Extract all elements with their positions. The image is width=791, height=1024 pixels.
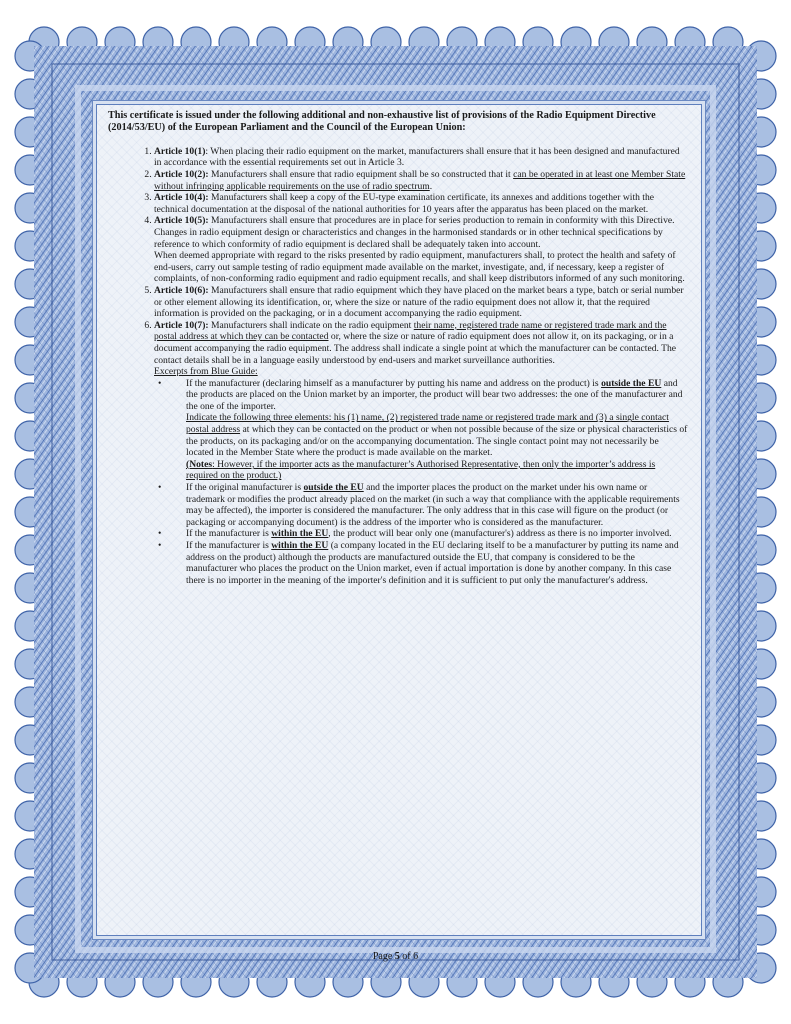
intro-heading: This certificate is issued under the following additional and non-exhaustive list of provisions of the Radio Equipment Directive (2014/53/EU) of the European Parliament and the Council of the European Union: <box>108 110 656 134</box>
list-item: 4. Article 10(5): Manufacturers shall ensure that procedures are in place for series production to remain in conformity with this Directive. Changes in radio equipment design or characteristics and changes in the harmonised standards or in other technical specifications by reference to which conformity of radio equipment is declared shall be adequately taken into account. When deemed appropriate with regard to the risks presented by radio equipment, manufacturers shall, to protect the health and safety of end-users, carry out sample testing of radio equipment made available on the market, investigate, and, if necessary, keep a register of complaints, of non-conforming radio equipment and radio equipment recalls, and shall keep distributors informed of any such monitoring. <box>154 215 688 285</box>
list-item: • If the manufacturer (declaring himself as a manufacturer by putting his name and address on the product) is outside the EU and the products are placed on the Union market by an importer, the product will bear two addresses: the one of the manufacturer and the one of the importer. Indicate the following three elements: his (1) name, (2) registered trade name or registered trade mark and (3) a single contact postal address at which they can be contacted on the product or when not possible because of the size or physical characteristics of the products, on its packaging and/or on the accompanying documentation. The single contact point may not necessarily be located in the Member State where the product is made available on the market. (Notes: However, if the importer acts as the manufacturer’s Authorised Representative, then only the importer’s address is required on the product.) <box>158 377 688 482</box>
list-item: 2. Article 10(2): Manufacturers shall ensure that radio equipment shall be so constructed that it can be operated in at least one Member State without infringing applicable requirements on the use of radio spectrum. <box>154 169 688 192</box>
list-item: 5. Article 10(6): Manufacturers shall ensure that radio equipment which they have placed on the market bears a type, batch or serial number or other element allowing its identification, or, where the size or nature of the radio equipment does not allow it, that the required information is provided on the packaging, or in a document accompanying the radio equipment. <box>154 285 688 320</box>
article-list <box>108 146 688 587</box>
list-item: 6. Article 10(7): Manufacturers shall indicate on the radio equipment their name, registered trade name or registered trade mark and the postal address at which they can be contacted or, where the size or nature of radio equipment does not allow it, on its packaging, or in a document accompanying the radio equipment. The address shall indicate a single point at which the manufacturer can be contacted. The contact details shall be in a language easily understood by end-users and market surveillance authorities. Excerpts from Blue Guide: • If the manufacturer (declaring himself as a manufacturer by putting his name and address on the product) is outside the EU and the products are placed on the Union market by an importer, the product will bear two addresses: the one of the manufacturer and the one of the importer. Indicate the following three elements: his (1) name, (2) registered trade name or registered trade mark and (3) a single contact postal address at which they can be contacted on the product or when not possible because of the size or physical characteristics of the products, on its packaging and/or on the accompanying documentation. The single contact point may not necessarily be located in the Member State where the product is made available on the market. (Notes: However, if the importer acts as the manufacturer’s Authorised Representative, then only the importer’s address is required on the product.) • If the original manufacturer is outside the EU and the importer places the product on the market under his own name or trademark or modifies the product already placed on the market (in such a way that compliance with the applicable requirements may be affected), the importer is considered the manufacturer. The only address that in this case will figure on the product (or packaging or accompanying document) is the address of the importer who is considered as the manufacturer. • If the manufacturer is within the EU, the product will bear only one (manufacturer's) address as there is no importer involved. • If the manufacturer is within the EU (a company located in the EU declaring itself to be a manufacturer by putting its name and address on the product) although the products are manufactured outside the EU, that company is considered to be the manufacturer who places the product on the Union market, even if actual importation is done by another company. In this case there is no importer in the meaning of the importer's definition and it is sufficient to put only the manufacturer's address. <box>154 320 688 587</box>
list-item: • If the manufacturer is within the EU (a company located in the EU declaring itself to be a manufacturer by putting its name and address on the product) although the products are manufactured outside the EU, that company is considered to be the manufacturer who places the product on the Union market, even if actual importation is done by another company. In this case there is no importer in the meaning of the importer's definition and it is sufficient to put only the manufacturer's address. <box>158 540 679 586</box>
list-item: 1. Article 10(1): When placing their radio equipment on the market, manufacturers shall ensure that it has been designed and manufactured in accordance with the essential requirements set out in Article 3. <box>154 146 688 169</box>
excerpt-list <box>154 378 688 587</box>
certificate-body <box>108 110 688 900</box>
bullet-icon: • <box>158 482 162 494</box>
list-item: • If the original manufacturer is outside the EU and the importer places the product on the market under his own name or trademark or modifies the product already placed on the market (in such a way that compliance with the applicable requirements may be affected), the importer is considered the manufacturer. The only address that in this case will figure on the product (or packaging or accompanying document) is the address of the importer who is considered as the manufacturer. <box>158 482 680 528</box>
article-continuation: When deemed appropriate with regard to the risks presented by radio equipment, manufacturers shall, to protect the health and safety of end-users, carry out sample testing of radio equipment made available on the market, investigate, and, if necessary, keep a register of complaints, of non-conforming radio equipment and radio equipment recalls, and shall keep distributors informed of any such monitoring. <box>154 250 685 285</box>
list-item: • If the manufacturer is within the EU, the product will bear only one (manufacturer's) address as there is no importer involved. <box>158 528 672 540</box>
bullet-icon: • <box>158 540 162 551</box>
list-item: 3. Article 10(4): Manufacturers shall keep a copy of the EU-type examination certificate, its annexes and additions together with the technical documentation at the disposal of the national authorities for 10 years after the apparatus has been placed on the market. <box>154 192 688 215</box>
excerpts-heading: Excerpts from Blue Guide: <box>154 366 258 378</box>
bullet-icon: • <box>158 377 162 389</box>
page-number: Page 5 of 6 <box>372 951 419 962</box>
bullet-icon: • <box>158 528 162 540</box>
